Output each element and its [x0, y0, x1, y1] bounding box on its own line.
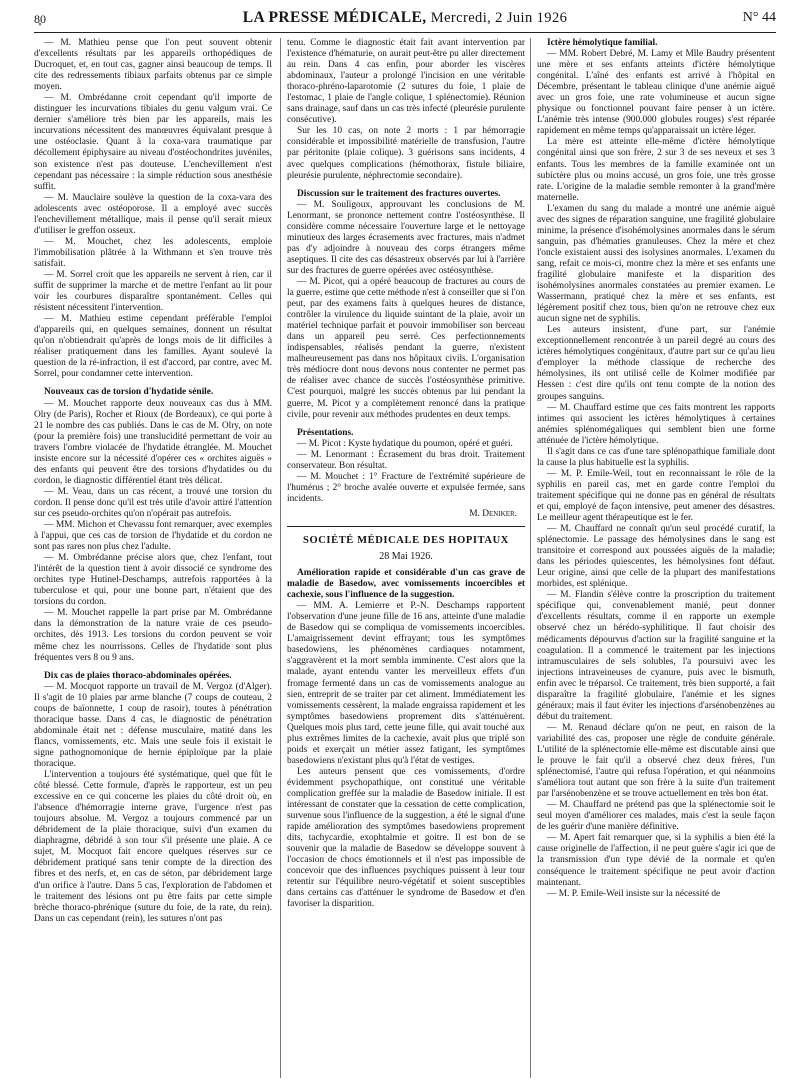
paragraph: — M. Picot, qui a opéré beaucoup de fractures au cours de la guerre, estime que cette méthode n'est à conseiller que si l'on peut, par des examens faits à quelques heures de distance, contrôler la virulence du liquide suintant de la plaie, avoir un matériel technique parfait et pouvoir immobiliser son berceau dans un appareil peu serré. Ces perfectionnements indispensables, réalisés pendant la guerre, n'existent malheureusement pas dans nos hôpitaux civils. L'organisation très médiocre dont nous devons nous contenter ne permet pas de réaliser avec chance de succès l'ostéosynthèse primitive. C'est pourquoi, malgré les succès obtenus par lui pendant la guerre, M. Picot y a complètement renoncé dans la pratique civile, pour revenir aux méthodes prudentes en deux temps. — [287, 276, 525, 420]
journal-title-line — [34, 9, 776, 27]
paragraph: — M. Chauffard ne connaît qu'un seul procédé curatif, la splénectomie. Le passage des hémolysines dans le sang est transitoire et correspond aux poussées aiguës de la maladie; dans les périodes quiescentes, les hémolysines font défaut. Leur origine, ainsi que celle de la plupart des manifestations morbides, est splénique. — [537, 524, 775, 590]
paragraph: — MM. Robert Debré, M. Lamy et Mlle Baudry présentent une mère et ses enfants atteints d'ictère hémolytique congénital. L'aîné des enfants est arrivé à l'hôpital en Décembre, présentant le tableau clinique d'une anémie aiguë avec un gros foie, une rate volumineuse et aucun signe physique ou fonctionnel pouvant faire penser à un ictère. L'anémie très intense (900.000 globules rouges) s'est réparée rapidement en même temps qu'apparaissait un ictère léger. — [537, 49, 775, 137]
page-number: 8̥0 — [34, 12, 46, 26]
paragraph: — M. Veau, dans un cas récent, a trouvé une torsion du cordon. Il pense donc qu'il est très utile d'avoir attiré l'attention sur ces pseudo-orchites qu'on n'opérait pas autrefois. — [34, 486, 272, 519]
section-heading: Présentations. — [297, 427, 354, 438]
paragraph: — M. Mauclaire soulève la question de la coxa-vara des adolescents avec ostéoporose. Il a employé avec succès l'enchevillement métallique, mais il pense qu'il serait mieux d'utiliser le greffon osseux. — [34, 192, 272, 236]
page-header — [34, 6, 776, 33]
paragraph: — M. Mouchet rappelle la part prise par M. Ombrédanne dans la démonstration de la nature vraie de ces pseudo-orchites, dès 1913. Les torsions du cordon peuvent se voir même chez les nourrissons. Celles de l'hydatide sont plus fréquentes vers 8 ou 9 ans. — [34, 608, 272, 663]
paragraph: L'intervention a toujours été systématique, quel que fût le côté blessé. Cette formule, d'après le rapporteur, est un peu excessive en ce qui concerne les plaies du côté droit où, en l'absence d'hémorragie interne grave, l'urgence n'est pas toujours absolue. M. Vergoz a toujours commencé par un débridement de la plaie thoracique, suivi d'un examen du diaphragme, débridé à son tour s'il présente une plaie. A ce sujet, M. Mocquot fait encore quelques réserves sur ce débridement pratiqué sans tenir compte de la direction des fibres et des nerfs, et, en cas de séton, par débridement large d'un orifice à l'autre. Dans 5 cas, l'exploration de l'abdomen et le traitement des lésions ont pu être faits par cette simple brèche thoraco-phrénique (suture du foie, de la rate, du rein). Dans un cas cependant (rein), les sutures n'ont pas — [34, 770, 272, 924]
paragraph: — M. Ombrédanne croit cependant qu'il importe de distinguer les incurvations tibiales du genu valgum vrai. Ce dernier s'améliore très bien par les appareils, mais les incurvations nécessitent des manœuvres équivalant presque à une ostéoclasie. Quant à la coxa-vara traumatique par décollement épiphysaire au niveau d'ostéochondrites juvéniles, son existence n'est pas douteuse. L'enchevillement n'est cependant pas nécessaire : la simple réduction sous anesthésie suffit. — [34, 93, 272, 192]
issue-date: Mercredi, 2 Juin 1926 — [430, 10, 568, 26]
section-heading: Amélioration rapide et considérable d'un cas grave de maladie de Basedow, avec vomissements incoercibles et cachexie, sous l'influence de la suggestion. — [287, 568, 525, 601]
paragraph: Sur les 10 cas, on note 2 morts : 1 par hémorragie considérable et impossibilité matérielle de transfusion, l'autre par péritonite (plaie colique). 3 guérisons sans incidents, 4 avec quelques complications (hémothorax, fistule biliaire, pleurésie purulente, néphrectomie secondaire). — [287, 126, 525, 181]
column-rule — [280, 38, 281, 1078]
paragraph: — M. Chauffard ne prétend pas que la splénectomie soit le seul moyen d'améliorer ces malades, mais c'est la seule façon de les guérir d'une manière définitive. — [537, 800, 775, 833]
section-heading: Ictère hémolytique familial. — [547, 38, 658, 48]
paragraph: — MM. Michon et Chevassu font remarquer, avec exemples à l'appui, que ces cas de torsion de l'hydatide et du cordon ne sont pas rares non plus chez l'adulte. — [34, 520, 272, 553]
society-title: SOCIÉTÉ MÉDICALE DES HOPITAUX — [303, 534, 509, 546]
paragraph: Les auteurs insistent, d'une part, sur l'anémie exceptionnellement rencontrée à un pareil degré au cours des ictères hémolytiques congénitaux, d'autre part sur ce qu'au lieu d'employer la méthode classique de recherche des hémolysines, ils ont utilisé celle de Kolmer modifiée par Hessen : c'est dire qu'ils ont tenu compte de la notion des groupes sanguins. — [537, 325, 775, 402]
paragraph: — M. P. Emile-Weil, tout en reconnaissant le rôle de la syphilis en pareil cas, met en garde contre l'emploi du traitement spécifique qui ne donne pas en général de résultats et qui, employé de façon intensive, peut amener des désastres. Le meilleur agent thérapeutique est le fer. — [537, 468, 775, 524]
paragraph: — M. Soulïgoux, approuvant les conclusions de M. Lenormant, se prononce nettement contre l'ostéosynthèse. Il considère comme nécessaire l'ouverture large et le nettoyage minutieux des larges écrasements avec fractures, mais n'admet pas d'y adjoindre à nouveau des corps étrangers même aseptiques. Il cite des cas désastreux observés par lui à l'arrière sur des fractures de guerre opérées avec ostéosynthèse. — [287, 199, 525, 276]
section-heading: Nouveaux cas de torsion d'hydatide sénile. — [44, 387, 214, 398]
section-divider — [287, 526, 525, 527]
paragraph: — M. Mathieu pense que l'on peut souvent obtenir d'excellents résultats par les appareils orthopédiques de Ducroquet, et, en tout cas, gagner ainsi beaucoup de temps. Il cite des redressements tibiaux parfaits obtenus par ce simple moyen. — [34, 38, 272, 93]
paragraph: — M. Mouchet rapporte deux nouveaux cas dus à MM. Olry (de Paris), Rocher et Rioux (de Bordeaux), ce qui porte à 21 le nombre des cas publiés. Dans le cas de M. Olry, on note (pour la première fois) une translucidité permettant de voir au travers l'ombre violacée de l'hydatide étranglée. M. Mouchet insiste encore sur la nécessité d'opérer ces « orchites aiguës » des enfants qui peuvent être des torsions d'hydatides ou du cordon, le diagnostic différentiel étant très délicat. — [34, 398, 272, 486]
paragraph: — M. Flandin s'élève contre la proscription du traitement spécifique qui, convenablement manié, peut donner d'excellents résultats, comme il en rapporte un exemple observé chez un hérédo-syphilitique. Il faut choisir des médicaments dépourvus d'action sur la fragilité sanguine et la coagulation. Il a commencé le traitement par les injections intramusculaires de sels solubles, l'a poursuivi avec les injections intraveineuses de cyanure, puis avec le bismuth, enfin avec le tréparsol. Ce traitement, très bien supporté, a fait disparaître la fragilité globulaire, l'anémie et les signes généraux; mais il faut éviter les injections d'arsénobenzènes au début du traitement. — [537, 590, 775, 722]
journal-name: LA PRESSE MÉDICALE, — [242, 9, 427, 26]
section-heading: Dix cas de plaies thoraco-abdominales opérées. — [44, 670, 232, 681]
paragraph: — M. Mouchet, chez les adolescents, emploie l'immobilisation plâtrée à la Withmann et s'en trouve très satisfait. — [34, 236, 272, 269]
column-middle — [287, 38, 525, 1078]
paragraph: — M. Mathieu estime cependant préférable l'emploi d'appareils qui, en quelques semaines, donnent un résultat qu'on n'obtiendrait qu'après de longs mois de lit difficiles à réaliser pratiquement dans les familles. Ayant soulevé la question de la ré-infraction, il est d'accord, par contre, avec M. Sorrel, pour condamner cette intervention. — [34, 314, 272, 380]
paragraph: — M. Lenormant : Écrasement du bras droit. Traitement conservateur. Bon résultat. — [287, 449, 525, 471]
paragraph: — M. P. Emile-Weil insiste sur la nécessité de — [547, 888, 721, 899]
paragraph: — M. Mouchet : 1° Fracture de l'extrémité supérieure de l'humérus ; 2° broche avalée ouverte et expulsée fermée, sans incidents. — [287, 471, 525, 504]
paragraph: — M. Apert fait remarquer que, si la syphilis a bien été la cause originelle de l'affection, il ne peut guère s'agir ici que de la transmission d'un type dévié de la normale et qu'en conséquence le traitement spécifique ne peut avoir d'action maintenant. — [537, 833, 775, 888]
issue-number: N° 44 — [742, 10, 776, 25]
paragraph: L'examen du sang du malade a montré une anémie aiguë avec des signes de réparation sanguine, une fragilité globulaire minime, la présence d'isohémolysines anormales dans le sérum sanguin, pas d'hématies granuleuses. Chez la mère et chez l'oncle existaient aussi des isolysines anormales. L'examen du sang, refait ce mois-ci, montre chez la mère et ses enfants une fragilité globulaire manifeste et la disparition des isohémolysines anormales constatées au premier examen. Le Wassermann, pratiqué chez la mère et ses enfants, est légèrement positif chez tous, bien qu'on ne retrouve chez eux aucun signe net de syphilis. — [537, 203, 775, 325]
author-signature: M. Deniker. — [469, 508, 517, 519]
paragraph: Il s'agit dans ce cas d'une tare splénopathique familiale dont la cause la plus habituelle est la syphilis. — [537, 446, 775, 468]
paragraph: — M. Picot : Kyste hydatique du poumon, opéré et guéri. — [297, 438, 513, 449]
paragraph: tenu. Comme le diagnostic était fait avant intervention par l'existence d'hématurie, on aurait peut-être pu aller directement au rein. Dans 4 cas enfin, pour aborder les viscères abdominaux, l'auteur a prolongé l'incision en une véritable thoraco-phréno-laparotomie (2 sutures du foie, 1 plaie de l'estomac, 1 plaie de l'angle colique, 1 splénectomie). Réunion sans drainage, sauf dans un cas très infecté (pleurésie purulente consécutive). — [287, 38, 525, 126]
society-date: 28 Mai 1926. — [379, 551, 433, 563]
paragraph: Les auteurs pensent que ces vomissements, d'ordre évidemment psychopathique, ont constitué une véritable complication greffée sur la maladie de Basedow initiale. Il est intéressant de constater que la cessation de cette complication, survenue sous l'influence de la suggestion, a été le signal d'une rapide amélioration des symptômes basedowiens proprement dits, tachycardie, exophtalmie et goitre. Il est bon de se souvenir que la maladie de Basedow se développe souvent à l'occasion de chocs émotionnels et il n'est pas impossible de concevoir que des influences psychiques puissent à leur tour retentir sur l'équilibre neuro-végétatif et soient susceptibles dans certains cas d'atténuer le syndrome de Basedow et d'en favoriser la disparition. — [287, 766, 525, 910]
paragraph: — M. Mocquot rapporte un travail de M. Vergoz (d'Alger). Il s'agit de 10 plaies par arme blanche (7 coups de couteau, 2 coups de baïonnette, 1 coup de rasoir), toutes à pénétration thoracique basse. Dans 4 cas, le diagnostic de pénétration abdominale était net : défense musculaire, matité dans les flancs, vomissements, etc. Mais une seule fois il existait le signe pathognomonique de hernie épiploïque par la plaie thoracique. — [34, 681, 272, 769]
section-heading: Discussion sur le traitement des fractures ouvertes. — [297, 188, 501, 199]
column-left — [34, 38, 272, 1078]
paragraph: — M. Ombrédanne précise alors que, chez l'enfant, tout l'intérêt de la question tient à avoir dissocié ce syndrome des orchites type Hutinel-Deschamps, autrefois rapportées à la tuberculose et qui, pour une bonne part, n'étaient que des torsions du cordon. — [34, 553, 272, 608]
paragraph: — M. Renaud déclare qu'on ne peut, en raison de la variabilité des cas, proposer une règle de conduite générale. L'utilité de la splénectomie elle-même est discutable ainsi que le prouve le fait qu'il a observé chez deux frères, l'un splénectomisé, l'autre qui refusa l'opération, et qui néanmoins s'améliora tout autant que son frère à la suite d'un traitement par l'arsénobenzène et se trouve actuellement en très bon état. — [537, 722, 775, 800]
paragraph: La mère est atteinte elle-même d'ictère hémolytique congénital ainsi que son frère, 2 sur 3 de ses neveux et ses 3 enfants. Tous les membres de la famille examinée ont un subictère plus ou moins accusé, un gros foie, une très grosse rate. L'origine de la maladie semble remonter à la grand'mère maternelle. — [537, 137, 775, 203]
paragraph: — M. Chauffard estime que ces faits montrent les rapports intimes qui associent les ictères hémolytiques à certaines anémies splénomégaliques qui semblent bien une forme atténuée de l'ictère hémolytique. — [537, 402, 775, 446]
column-rule — [530, 38, 531, 1078]
paragraph: — M. Sorrel croit que les appareils ne servent à rien, car il suffit de supprimer la marche et de mettre l'enfant au lit pour voir les courbures disparaître spontanément. Celles qui résistent nécessitent l'intervention. — [34, 269, 272, 314]
paragraph: — MM. A. Lemierre et P.-N. Deschamps rapportent l'observation d'une jeune fille de 16 ans, atteinte d'une maladie de Basedow qui se compliqua de vomissements incoercibles. L'amaigrissement devint effrayant; tous les symptômes basedowiens, les phénomènes cardiaques notamment, s'aggravèrent et la mort sembla imminente. C'est alors que la malade, ayant entendu vanter les merveilleux effets d'un fromage fermenté dans un cas de vomissements analogue au sien, entreprit de se traiter par cet aliment. Immédiatement les vomissements cessèrent, la malade engraissa rapidement et les symptômes basedowiens proprement dits s'atténuèrent. Quelques mois plus tard, cette jeune fille, qui avait touché aux plus extrêmes limites de la cachexie, avait plus que triplé son poids et exerçait un métier assez fatigant, les symptômes basedowiens n'existant plus qu'à l'état de vestiges. — [287, 601, 525, 766]
column-right — [537, 38, 775, 1078]
